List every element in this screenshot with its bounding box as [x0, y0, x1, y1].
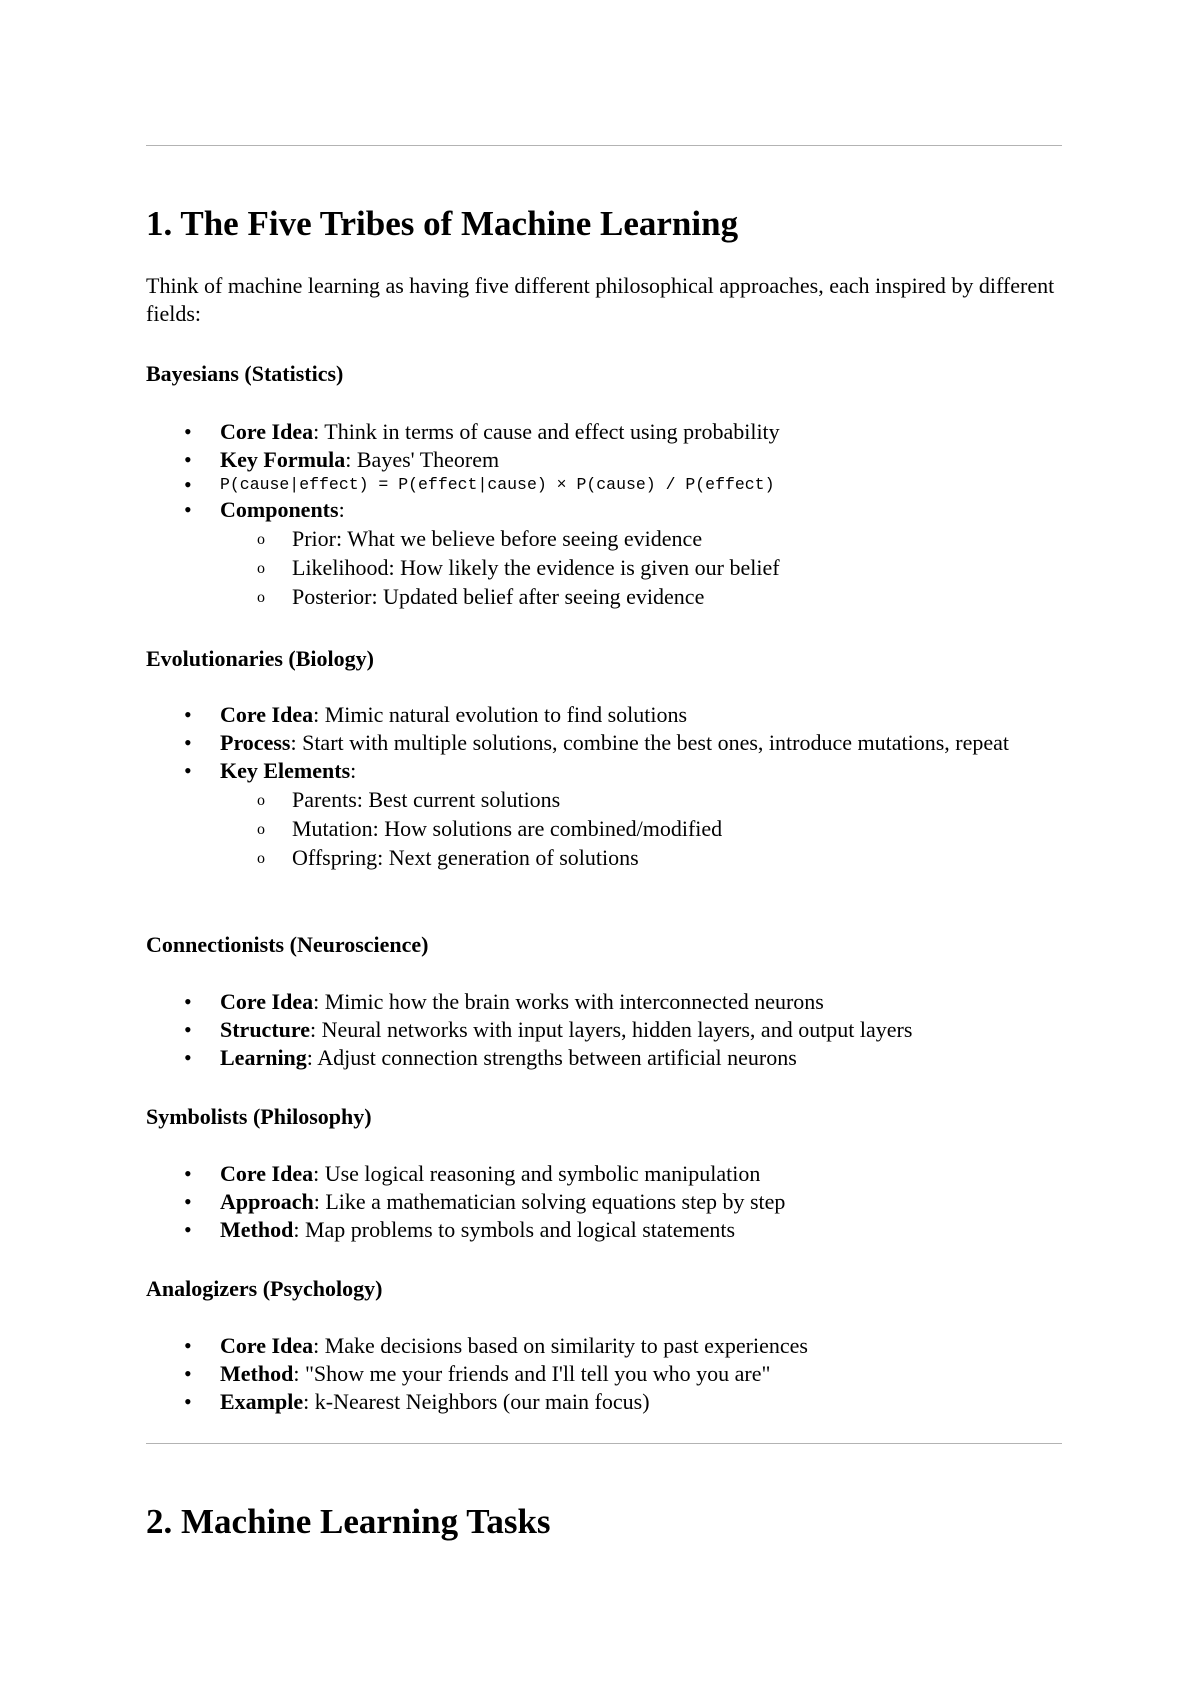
list-item: • Method: "Show me your friends and I'll tell you who you are"	[146, 1360, 1062, 1388]
symbolists-list	[146, 1160, 1062, 1244]
section-1-intro: Think of machine learning as having five different philosophical approaches, each inspired by different fields:	[146, 273, 1055, 326]
list-item: • Core Idea: Mimic how the brain works with interconnected neurons	[146, 988, 1062, 1016]
list-item: • Example: k-Nearest Neighbors (our main focus)	[146, 1388, 1062, 1416]
list-item: • Core Idea: Think in terms of cause and effect using probability	[146, 418, 1062, 446]
horizontal-rule-top	[146, 145, 1062, 146]
connectionists-heading: Connectionists (Neuroscience)	[146, 932, 429, 957]
sub-list-item: o Prior: What we believe before seeing evidence	[220, 524, 1062, 553]
sub-list-item: o Likelihood: How likely the evidence is given our belief	[220, 553, 1062, 582]
list-item: • Method: Map problems to symbols and logical statements	[146, 1216, 1062, 1244]
elements-sublist	[220, 785, 1062, 872]
horizontal-rule-middle	[146, 1443, 1062, 1444]
list-item: • Process: Start with multiple solutions, combine the best ones, introduce mutations, repeat	[146, 729, 1062, 757]
evolutionaries-list	[146, 701, 1062, 872]
sub-list-item: o Posterior: Updated belief after seeing evidence	[220, 582, 1062, 611]
section-1-title: 1. The Five Tribes of Machine Learning	[146, 204, 739, 243]
list-item: • Structure: Neural networks with input layers, hidden layers, and output layers	[146, 1016, 1062, 1044]
analogizers-heading: Analogizers (Psychology)	[146, 1276, 383, 1301]
connectionists-list	[146, 988, 1062, 1072]
analogizers-list	[146, 1332, 1062, 1416]
bayes-formula: • P(cause|effect) = P(effect|cause) × P(cause) / P(effect)	[146, 474, 1062, 496]
bayesians-list	[146, 418, 1062, 611]
list-item: • Approach: Like a mathematician solving equations step by step	[146, 1188, 1062, 1216]
symbolists-heading: Symbolists (Philosophy)	[146, 1104, 372, 1129]
section-2-title: 2. Machine Learning Tasks	[146, 1502, 551, 1541]
list-item: • Key Elements: o Parents: Best current solutions o Mutation: How solutions are combined/modified o Offspring: Next generation of solutions	[146, 757, 1062, 872]
list-item: • Core Idea: Mimic natural evolution to find solutions	[146, 701, 1062, 729]
bayesians-heading: Bayesians (Statistics)	[146, 361, 344, 386]
sub-list-item: o Mutation: How solutions are combined/modified	[220, 814, 1062, 843]
components-sublist	[220, 524, 1062, 611]
list-item: • Key Formula: Bayes' Theorem	[146, 446, 1062, 474]
list-item: • Learning: Adjust connection strengths between artificial neurons	[146, 1044, 1062, 1072]
list-item: • Components: o Prior: What we believe before seeing evidence o Likelihood: How likely the evidence is given our belief o Posterior: Updated belief after seeing evidence	[146, 496, 1062, 611]
list-item: • Core Idea: Make decisions based on similarity to past experiences	[146, 1332, 1062, 1360]
sub-list-item: o Parents: Best current solutions	[220, 785, 1062, 814]
evolutionaries-heading: Evolutionaries (Biology)	[146, 646, 374, 671]
list-item: • Core Idea: Use logical reasoning and symbolic manipulation	[146, 1160, 1062, 1188]
sub-list-item: o Offspring: Next generation of solutions	[220, 843, 1062, 872]
